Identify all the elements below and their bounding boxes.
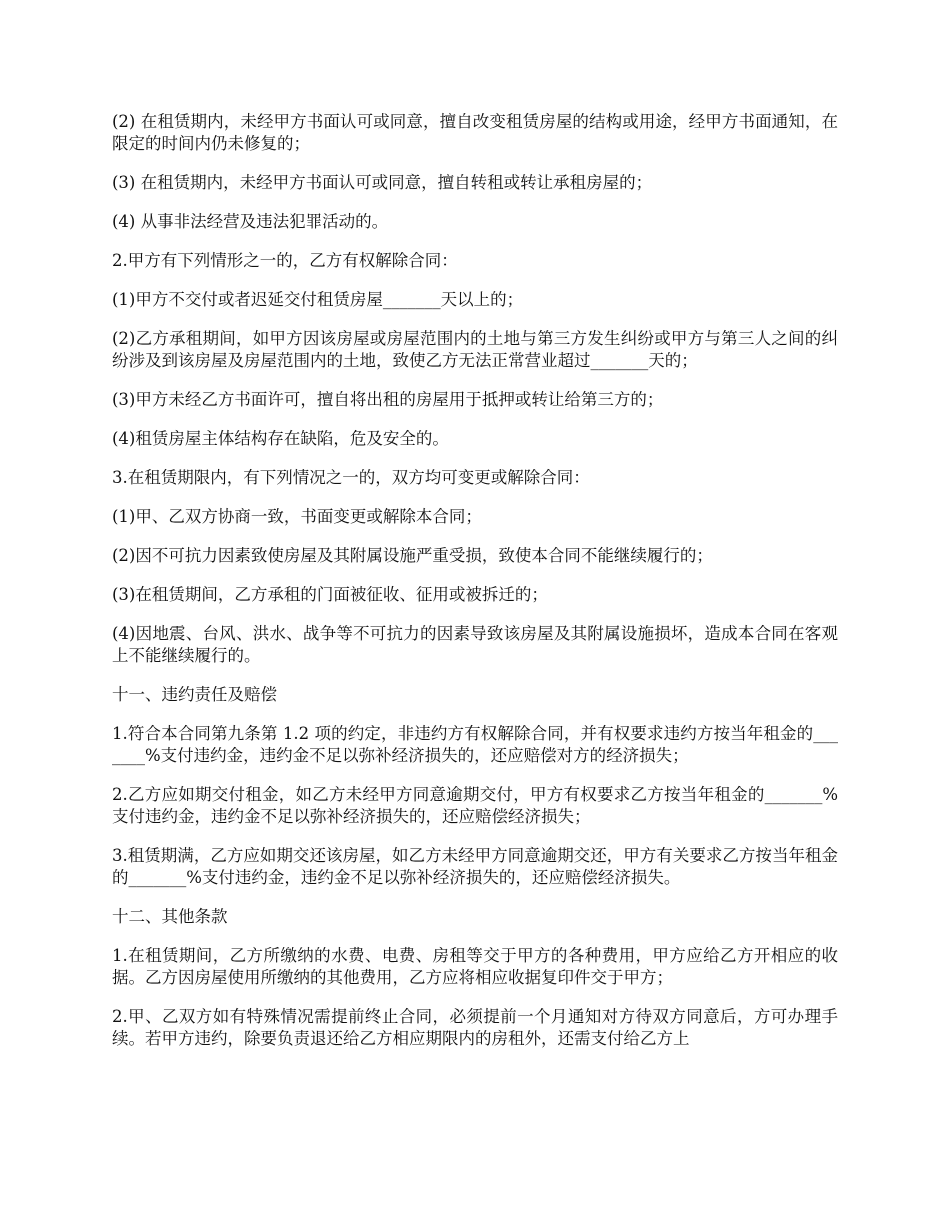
paragraph-2-4: (4) 从事非法经营及违法犯罪活动的。 <box>112 212 389 231</box>
clause-3-item-2: (2)因不可抗力因素致使房屋及其附属设施严重受损，致使本合同不能继续履行的； <box>112 546 713 565</box>
clause-2-item-4: (4)租赁房屋主体结构存在缺陷，危及安全的。 <box>112 429 449 448</box>
clause-3-item-3: (3)在租赁期间，乙方承租的门面被征收、征用或被拆迁的； <box>112 585 548 604</box>
clause-3-item-1: (1)甲、乙双方协商一致，书面变更或解除本合同； <box>112 507 482 526</box>
section-12-heading: 十二、其他条款 <box>112 907 228 926</box>
section-11-heading: 十一、违约责任及赔偿 <box>112 685 277 704</box>
clause-2-item-1: (1)甲方不交付或者迟延交付租赁房屋_______天以上的； <box>112 290 524 309</box>
clause-3-item-4: (4)因地震、台风、洪水、战争等不可抗力的因素导致该房屋及其附属设施损坏，造成本合同在客观上不能继续履行的。 <box>112 624 838 665</box>
paragraph-2-3: (3) 在租赁期内，未经甲方书面认可或同意，擅自转租或转让承租房屋的； <box>112 173 653 192</box>
clause-2-item-2: (2)乙方承租期间，如甲方因该房屋或房屋范围内的土地与第三方发生纠纷或甲方与第三人之间的纠纷涉及到该房屋及房屋范围内的土地，致使乙方无法正常营业超过_______天的； <box>112 329 838 370</box>
section-11-item-1: 1.符合本合同第九条第 1.2 项的约定，非违约方有权解除合同，并有权要求违约方按当年租金的_______%支付违约金，违约金不足以弥补经济损失的，还应赔偿对方的经济损失； <box>112 724 838 765</box>
document-body <box>112 111 838 1067</box>
clause-3-heading: 3.在租赁期限内，有下列情况之一的，双方均可变更或解除合同： <box>112 468 590 487</box>
section-11-item-2: 2.乙方应如期交付租金，如乙方未经甲方同意逾期交付，甲方有权要求乙方按当年租金的_______%支付违约金，违约金不足以弥补经济损失的，还应赔偿经济损失； <box>112 785 838 826</box>
section-12-item-1: 1.在租赁期间，乙方所缴纳的水费、电费、房租等交于甲方的各种费用，甲方应给乙方开相应的收据。乙方因房屋使用所缴纳的其他费用，乙方应将相应收据复印件交于甲方； <box>112 946 838 987</box>
paragraph-2-1: (2) 在租赁期内，未经甲方书面认可或同意，擅自改变租赁房屋的结构或用途，经甲方书面通知，在限定的时间内仍未修复的； <box>112 112 838 153</box>
section-12-item-2: 2.甲、乙双方如有特殊情况需提前终止合同，必须提前一个月通知对方待双方同意后，方可办理手续。若甲方违约，除要负责退还给乙方相应期限内的房租外，还需支付给乙方上 <box>112 1007 838 1048</box>
clause-2-item-3: (3)甲方未经乙方书面许可，擅自将出租的房屋用于抵押或转让给第三方的； <box>112 390 664 409</box>
clause-2-heading: 2.甲方有下列情形之一的，乙方有权解除合同： <box>112 251 458 270</box>
section-11-item-3: 3.租赁期满，乙方应如期交还该房屋，如乙方未经甲方同意逾期交还，甲方有关要求乙方按当年租金的_______%支付违约金，违约金不足以弥补经济损失的，还应赔偿经济损失。 <box>112 846 838 887</box>
